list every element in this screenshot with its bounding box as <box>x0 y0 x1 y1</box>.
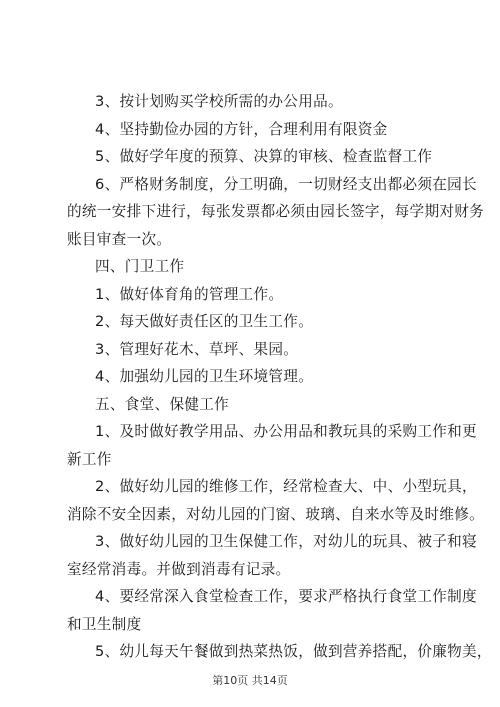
page-footer: 第10页 共14页 <box>212 674 288 687</box>
text-line: 消除不安全因素，对幼儿园的门窗、玻璃、自来水等及时维修。 <box>67 505 485 523</box>
text-line: 4、坚持勤俭办园的方针，合理利用有限资金 <box>95 120 388 138</box>
text-line: 账目审查一次。 <box>67 230 172 248</box>
text-line: 3、做好幼儿园的卫生保健工作，对幼儿的玩具、被子和寝 <box>95 533 477 550</box>
text-line: 1、做好体育角的管理工作。 <box>95 285 284 303</box>
text-line: 2、每天做好责任区的卫生工作。 <box>95 313 314 330</box>
text-line: 5、做好学年度的预算、决算的审核、检查监督工作 <box>95 148 433 165</box>
text-line: 四、门卫工作 <box>95 258 185 275</box>
text-line: 2、做好幼儿园的维修工作，经常检查大、中、小型玩具， <box>95 478 477 495</box>
text-line: 4、要经常深入食堂检查工作，要求严格执行食堂工作制度 <box>95 588 477 605</box>
text-line: 3、按计划购买学校所需的办公用品。 <box>95 93 343 110</box>
text-line: 新工作 <box>67 450 112 468</box>
body-text <box>67 88 492 666</box>
text-line: 五、食堂、保健工作 <box>95 395 230 413</box>
text-line: 6、严格财务制度，分工明确，一切财经支出都必须在园长 <box>95 175 477 193</box>
text-line: 3、管理好花木、草坪、果园。 <box>95 340 299 358</box>
text-line: 5、幼儿每天午餐做到热菜热饭，做到营养搭配，价廉物美， <box>95 643 492 660</box>
text-line: 1、及时做好教学用品、办公用品和教玩具的采购工作和更 <box>95 423 477 440</box>
text-line: 4、加强幼儿园的卫生环境管理。 <box>95 368 314 385</box>
text-line: 和卫生制度 <box>67 615 142 633</box>
text-line: 的统一安排下进行，每张发票都必须由园长签字，每学期对财务 <box>67 203 485 220</box>
text-line: 室经常消毒。并做到消毒有记录。 <box>67 560 291 578</box>
